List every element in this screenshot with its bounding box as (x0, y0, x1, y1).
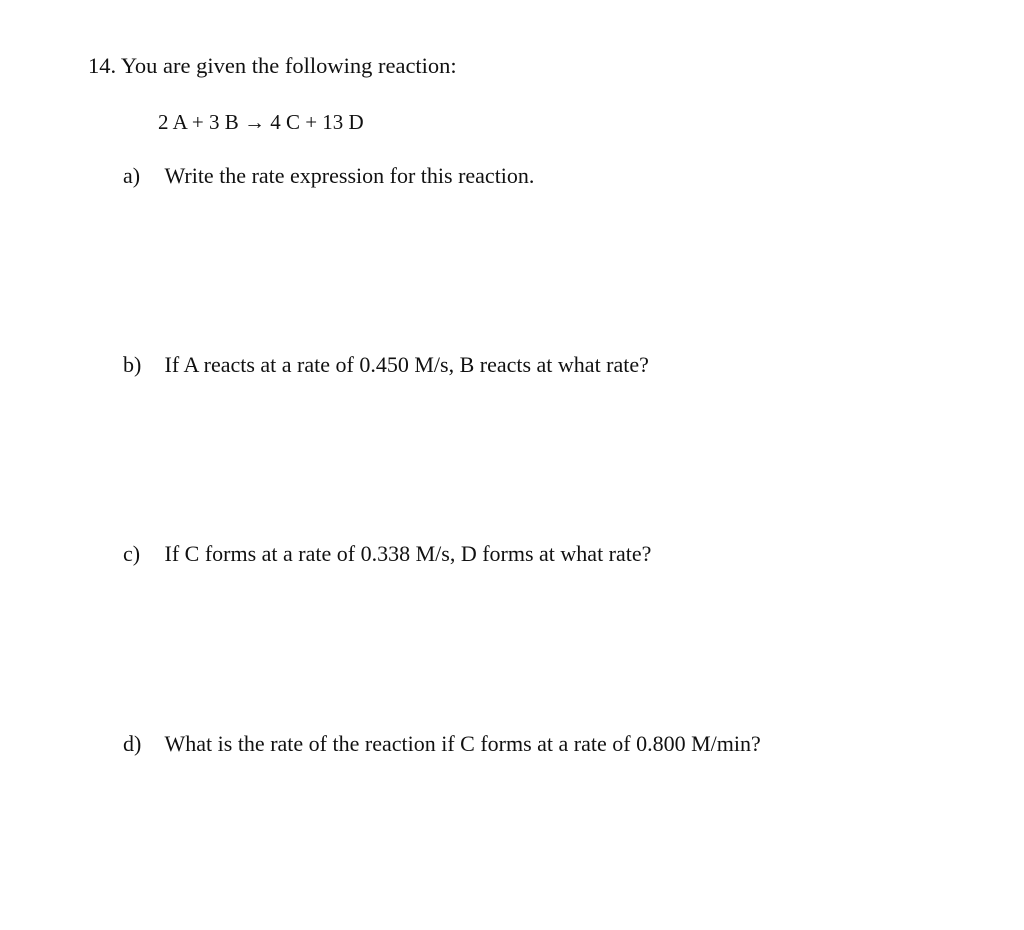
reaction-equation: 2 A + 3 B → 4 C + 13 D (158, 110, 364, 134)
part-text: Write the rate expression for this reaction. (164, 163, 535, 188)
part-text: If A reacts at a rate of 0.450 M/s, B reacts at what rate? (164, 352, 649, 377)
part-text: If C forms at a rate of 0.338 M/s, D forms at what rate? (164, 541, 652, 566)
part-label: d) (123, 731, 142, 756)
part-a (123, 162, 534, 190)
part-text: What is the rate of the reaction if C forms at a rate of 0.800 M/min? (164, 731, 761, 756)
part-c (123, 540, 651, 568)
part-label: b) (123, 352, 142, 377)
part-label: a) (123, 163, 141, 188)
question-header (88, 52, 457, 80)
part-d (123, 730, 761, 758)
part-label: c) (123, 541, 141, 566)
part-b (123, 351, 649, 379)
question-number: 14. (88, 53, 117, 78)
question-prompt: You are given the following reaction: (120, 53, 457, 78)
